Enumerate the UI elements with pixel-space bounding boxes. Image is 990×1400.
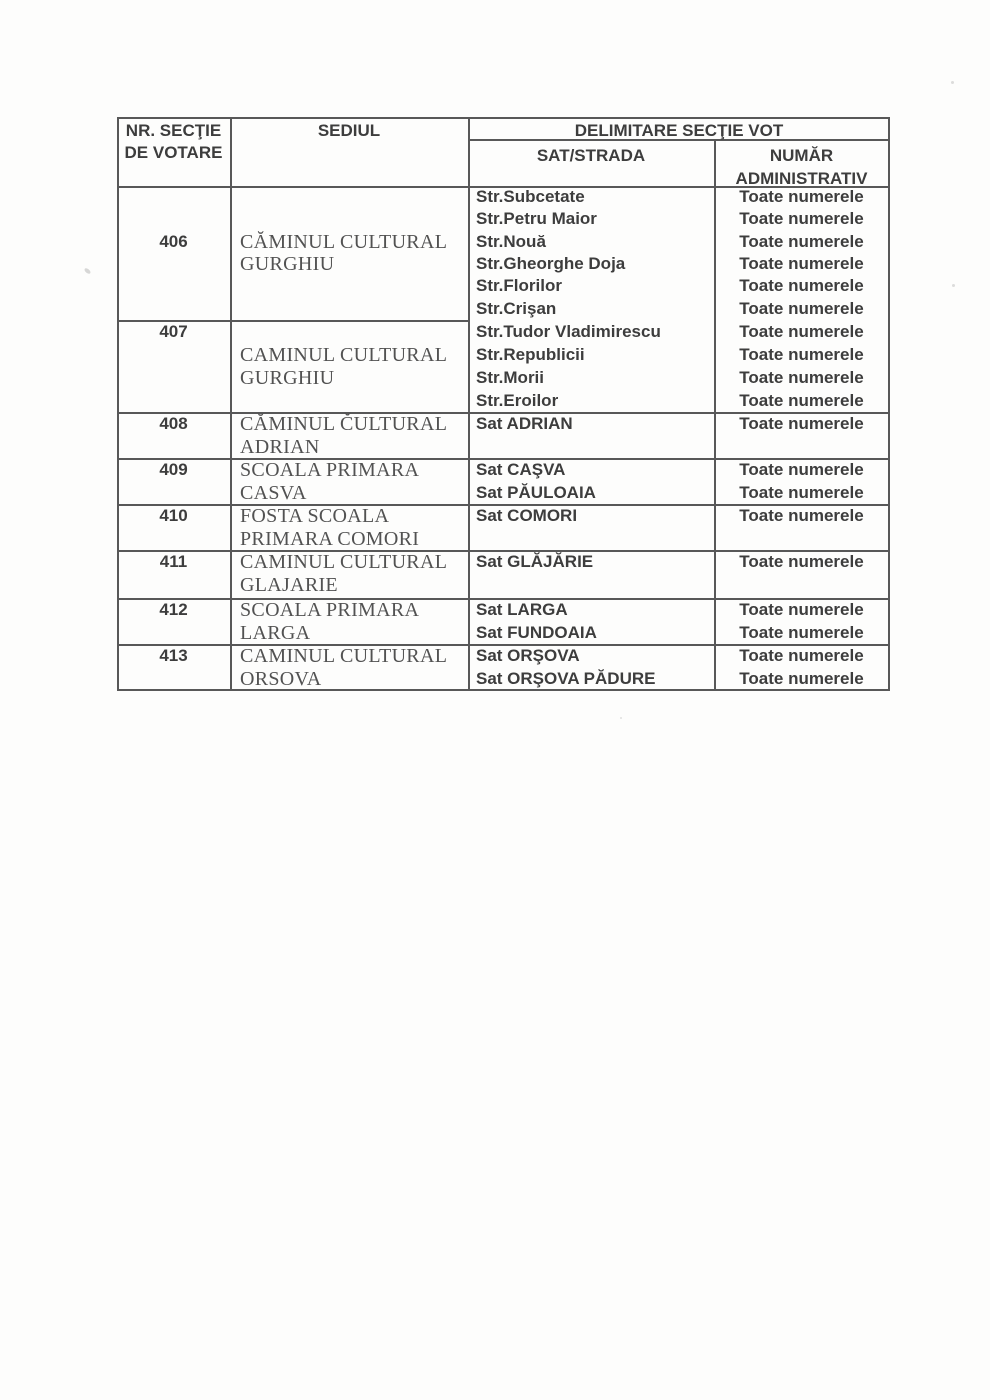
scan-speck: [620, 717, 622, 719]
section-streets: Sat LARGA Sat FUNDOAIA: [476, 600, 597, 642]
section-streets: Sat ADRIAN: [476, 414, 573, 433]
section-numar-administrativ: Toate numerele Toate numerele Toate numerele Toate numerele: [739, 322, 864, 410]
header-nr-sectie-line2: DE VOTARE: [124, 143, 223, 162]
section-sediul: CAMINUL CULTURAL GURGHIU: [240, 344, 448, 389]
section-number: 411: [159, 552, 188, 571]
section-numar-administrativ: Toate numerele: [739, 506, 864, 525]
header-sat-strada: SAT/STRADA: [536, 146, 646, 165]
section-number: 408: [159, 414, 188, 433]
section-numar-administrativ: Toate numerele Toate numerele: [739, 460, 864, 502]
section-row-406: [117, 186, 890, 320]
section-numar-administrativ: Toate numerele Toate numerele Toate numerele Toate numerele Toate numerele Toate numerele: [739, 187, 864, 318]
voting-sections-table: [117, 117, 890, 691]
header-numar-line1: NUMĂR: [769, 146, 834, 165]
section-streets: Str.Subcetate Str.Petru Maior Str.Nouă Str.Gheorghe Doja Str.Florilor Str.Crişan: [476, 187, 626, 318]
section-streets: Sat CAŞVA Sat PĂULOAIA: [476, 460, 596, 502]
section-row-411: [117, 550, 890, 598]
section-row-413: [117, 644, 890, 689]
section-sediul: SCOALA PRIMARA CASVA: [240, 459, 420, 504]
section-number: 406: [159, 231, 188, 251]
header-nr-sectie: [117, 120, 230, 164]
table-border-top: [117, 117, 890, 119]
section-sediul: FOSTA SCOALA PRIMARA COMORI: [240, 505, 420, 550]
section-sediul: CAMINUL CULTURAL GLAJARIE: [240, 551, 448, 596]
scan-speck: [84, 267, 92, 275]
section-number: 412: [159, 600, 188, 619]
scan-speck: [952, 284, 955, 287]
section-streets: Sat GLĂJĂRIE: [476, 552, 594, 571]
section-number: 410: [159, 506, 188, 525]
section-streets: Sat ORŞOVA Sat ORŞOVA PĂDURE: [476, 646, 656, 688]
section-row-410: [117, 504, 890, 550]
header-sediul: SEDIUL: [317, 121, 381, 140]
section-numar-administrativ: Toate numerele: [739, 414, 864, 433]
section-numar-administrativ: Toate numerele Toate numerele: [739, 600, 864, 642]
header-numar-line2: ADMINISTRATIV: [735, 169, 868, 188]
section-streets: Sat COMORI: [476, 506, 578, 525]
section-row-409: [117, 458, 890, 504]
section-row-412: [117, 598, 890, 644]
section-row-408: [117, 412, 890, 458]
header-delimitare: DELIMITARE SECŢIE VOT: [574, 121, 784, 140]
section-sediul: CĂMINUL CULTURAL GURGHIU: [240, 230, 448, 276]
section-number: 407: [159, 322, 188, 341]
section-row-407: [117, 320, 890, 412]
section-number: 413: [159, 646, 188, 665]
section-number: 409: [159, 460, 188, 479]
section-streets: Str.Tudor Vladimirescu Str.Republicii Str.Morii Str.Eroilor: [476, 322, 661, 410]
scan-speck: [951, 81, 954, 84]
header-numar-administrativ: [714, 143, 889, 189]
section-sediul: CĂMINUL ČULTURAL ADRIAN: [240, 413, 448, 458]
section-numar-administrativ: Toate numerele Toate numerele: [739, 646, 864, 688]
section-sediul: SCOALA PRIMARA LARGA: [240, 599, 420, 644]
section-sediul: CAMINUL CULTURAL ORSOVA: [240, 645, 448, 690]
section-numar-administrativ: Toate numerele: [739, 552, 864, 571]
header-nr-sectie-line1: NR. SECŢIE: [125, 121, 222, 140]
